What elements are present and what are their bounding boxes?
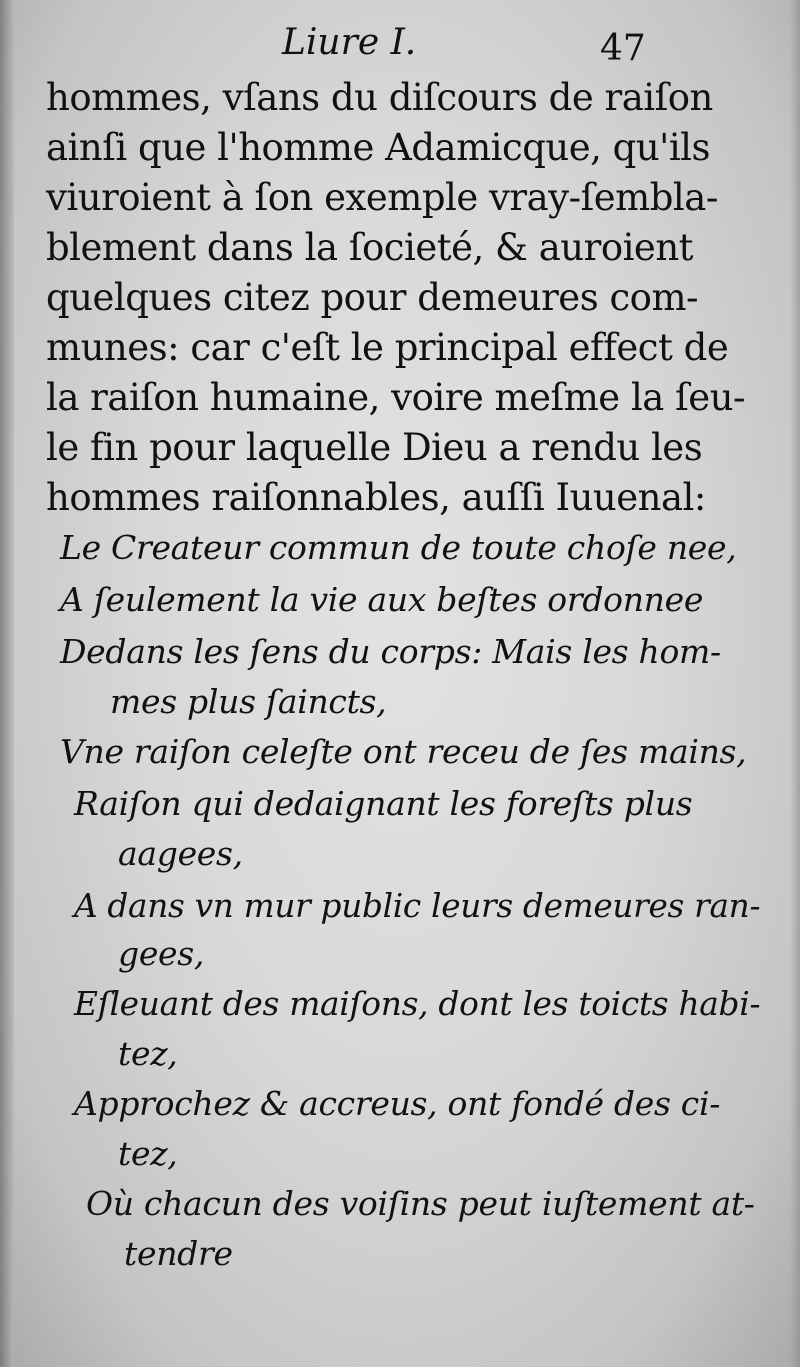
prose-line: le fin pour laquelle Dieu a rendu les (46, 426, 703, 469)
verse-line: Eſleuant des maiſons, dont les toicts habi- (74, 984, 761, 1023)
prose-line: hommes, vſans du diſcours de raiſon (46, 76, 713, 119)
verse-line-continued: tendre (124, 1234, 233, 1273)
prose-line: hommes raiſonnables, auſſi Iuuenal: (46, 476, 706, 519)
running-head: Liure I. (282, 22, 417, 63)
verse-line: Où chacun des voiſins peut iuſtement at- (86, 1184, 755, 1223)
page-header (0, 14, 800, 74)
verse-line: A ſeulement la vie aux beſtes ordonnee (60, 580, 704, 619)
verse-line-continued: aagees, (118, 834, 243, 873)
prose-line: ainſi que l'homme Adamicque, qu'ils (46, 126, 711, 169)
verse-line: A dans vn mur public leurs demeures ran- (74, 886, 761, 925)
verse-line: Approchez & accreus, ont fondé des ci- (74, 1084, 721, 1123)
prose-line: quelques citez pour demeures com- (46, 276, 699, 319)
verse-line: Vne raiſon celeſte ont receu de ſes mains, (60, 732, 747, 771)
verse-line-continued: gees, (118, 934, 205, 973)
verse-line-continued: tez, (118, 1134, 178, 1173)
page-number: 47 (600, 28, 646, 69)
verse-line-continued: tez, (118, 1034, 178, 1073)
prose-line: blement dans la ſocieté, & auroient (46, 226, 694, 269)
prose-line: viuroient à ſon exemple vray-ſembla- (46, 176, 718, 219)
verse-line-continued: mes plus ſaincts, (110, 682, 387, 721)
verse-line: Le Createur commun de toute choſe nee, (60, 528, 737, 567)
prose-line: la raiſon humaine, voire meſme la ſeu- (46, 376, 746, 419)
verse-line: Dedans les ſens du corps: Mais les hom- (60, 632, 721, 671)
prose-line: munes: car c'eſt le principal effect de (46, 326, 729, 369)
verse-line: Raiſon qui dedaignant les foreſts plus (74, 784, 693, 823)
